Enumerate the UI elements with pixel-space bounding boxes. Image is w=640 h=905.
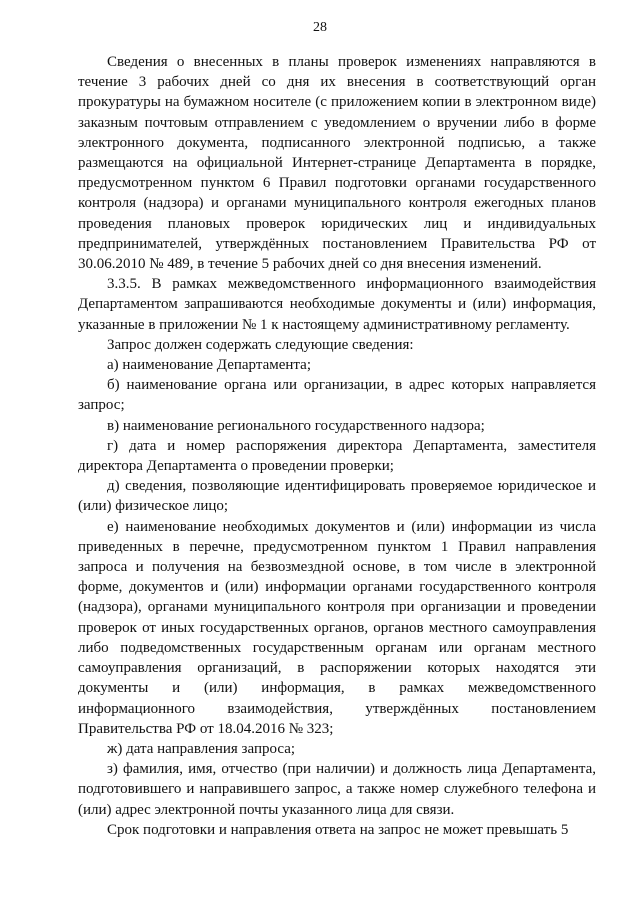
paragraph-response-deadline: Срок подготовки и направления ответа на запрос не может превышать 5	[107, 821, 569, 838]
paragraph-request-content-intro: Запрос должен содержать следующие сведения:	[107, 336, 414, 353]
list-item-v: в) наименование регионального государственного надзора;	[107, 417, 485, 434]
page-number: 28	[313, 20, 327, 35]
list-item-b: б) наименование органа или организации, в адрес которых направляется запрос;	[78, 377, 596, 414]
list-item-e: е) наименование необходимых документов и (или) информации из числа приведенных в перечне, предусмотренном пунктом 1 Правил направления запроса и получения на безвозмездной основе, в том числе в электронной форме, документов и (или) информации органами государственного контроля (надзора), органами муниципального контроля при организации и проведении проверок от иных государственных органов, органов местного самоуправления либо подведомственных государственным органам или органам местного самоуправления организаций, в распоряжении которых находятся эти документы и (или) информация, в рамках межведомственного информационного взаимодействия, утверждённых постановлением Правительства РФ от 18.04.2016 № 323;	[78, 518, 596, 737]
list-item-g: г) дата и номер распоряжения директора Департамента, заместителя директора Департамента о проведении проверки;	[78, 437, 596, 475]
list-item-d: д) сведения, позволяющие идентифицировать проверяемое юридическое и (или) физическое лицо;	[78, 478, 596, 515]
document-body	[78, 52, 596, 840]
list-item-a: а) наименование Департамента;	[107, 357, 311, 374]
list-item-z: з) фамилия, имя, отчество (при наличии) и должность лица Департамента, подготовившего и направившего запрос, а также номер служебного телефона и (или) адрес электронной почты указанного лица для связи.	[78, 761, 596, 818]
paragraph-3-3-5: 3.3.5. В рамках межведомственного информационного взаимодействия Департаментом запрашиваются необходимые документы и (или) информация, указанные в приложении № 1 к настоящему административному регламенту.	[78, 276, 596, 333]
paragraph-amendments-notice: Сведения о внесенных в планы проверок изменениях направляются в течение 3 рабочих дней со дня их внесения в соответствующий орган прокуратуры на бумажном носителе (с приложением копии в электронном виде) заказным почтовым отправлением с уведомлением о вручении либо в форме электронного документа, подписанного электронной подписью, а также размещаются на официальной Интернет-странице Департамента в порядке, предусмотренном пунктом 6 Правил подготовки органами государственного контроля (надзора) и органами муниципального контроля ежегодных планов проведения плановых проверок юридических лиц и индивидуальных предпринимателей, утверждённых постановлением Правительства РФ от 30.06.2010 № 489, в течение 5 рабочих дней со дня внесения изменений.	[78, 54, 596, 273]
list-item-zh: ж) дата направления запроса;	[107, 740, 296, 757]
